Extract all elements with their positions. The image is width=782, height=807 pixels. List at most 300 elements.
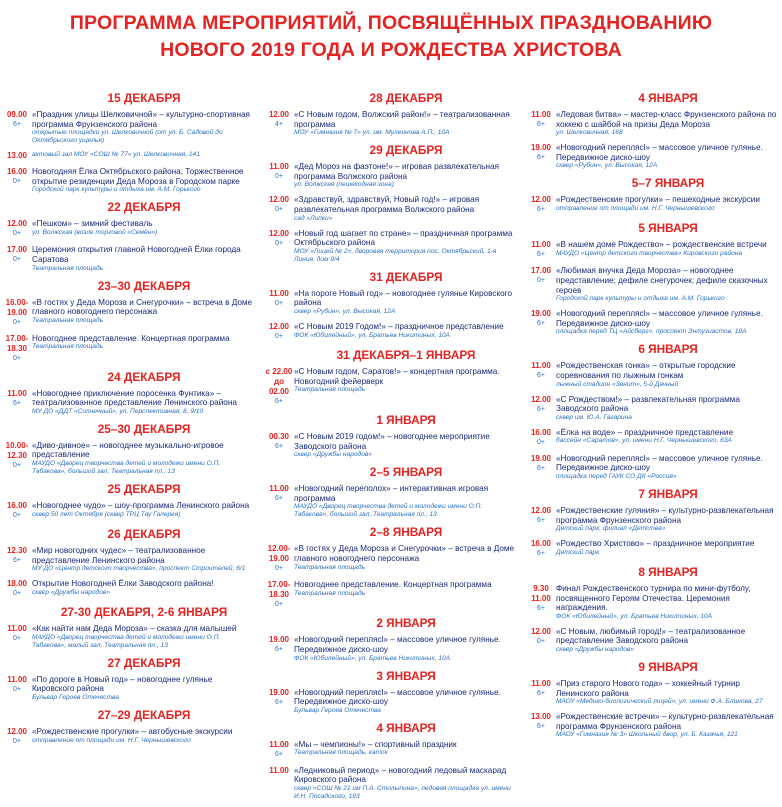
event-time-block: [264, 110, 294, 137]
event-venue: отправление от площади им. Н.Г. Чернышевского: [32, 736, 191, 744]
schedule-column-3: [526, 91, 780, 745]
day-heading: 4 ЯНВАРЯ: [638, 91, 698, 105]
event-name: Новогоднее представление. Концертная программа: [294, 580, 492, 590]
event-time-block: [2, 219, 32, 239]
event-time-block: [526, 361, 556, 388]
event-item: [264, 688, 518, 715]
event-venue: ФОК «Юбилейный», ул. Братьев Никитиных, 10А: [294, 654, 451, 662]
age-rating: 0+: [13, 635, 21, 643]
event-venue: МАУДО «Дворец творчества детей и молодежи имени О.П. Табакова», большой зал, Театральная пл., 13: [32, 459, 221, 475]
event-time: 19.00: [530, 309, 552, 319]
event-time-block: [264, 688, 294, 715]
event-body: [294, 740, 518, 760]
event-item: [2, 441, 256, 476]
event-time: 12.00: [268, 195, 290, 205]
event-time: 12.00: [530, 505, 552, 515]
event-time-block: [526, 266, 556, 303]
event-time: 11.00: [531, 594, 551, 604]
event-time: 11.00: [269, 162, 289, 172]
day-heading: 24 ДЕКАБРЯ: [107, 369, 181, 384]
age-rating: 0+: [537, 438, 545, 446]
event-name: «Рождество Христово» – праздничное мероприятие: [556, 539, 755, 549]
day-heading: 22 ДЕКАБРЯ: [107, 200, 181, 215]
event-body: [32, 579, 256, 599]
event-body: [294, 544, 518, 574]
event-name: «В гостях у Деда Мороза и Снегурочки» – встреча в Доме главного новогоднего персонажа: [32, 297, 253, 317]
event-item: [526, 110, 780, 137]
event-time-block: [2, 675, 32, 702]
event-time-block: [264, 367, 294, 407]
event-body: [294, 432, 518, 459]
event-item: [2, 151, 256, 161]
event-time: 11.00: [531, 679, 551, 689]
event-name: «Новогодний переполох» – интерактивная игровая программа: [294, 484, 489, 503]
event-body: [294, 195, 518, 222]
event-time: 19.00: [268, 687, 290, 697]
event-item: [264, 110, 518, 137]
event-venue: ул. Волжская (возле торговой «Семён»): [32, 228, 158, 236]
event-time: 11.00: [7, 388, 27, 398]
event-body: [556, 679, 780, 706]
day-heading: 4 ЯНВАРЯ: [376, 720, 436, 735]
event-venue: ул. Волжская (пешеходная зона): [294, 181, 394, 189]
event-venue: МОУ «Лицей № 2», дворовая территория пос. Октябрьский, 1-я Линия, дом 9/4: [294, 247, 497, 263]
day-heading: 31 ДЕКАБРЯ–1 ЯНВАРЯ: [336, 347, 476, 362]
event-time-block: [526, 539, 556, 559]
event-name: «Ледниковый период» – новогодний ледовый маскарад Кировского района: [294, 765, 507, 785]
day-section: [526, 565, 780, 654]
event-venue: Бульвар Героев Отечества: [32, 693, 119, 701]
age-rating: 6+: [537, 723, 545, 731]
day-section: [526, 660, 780, 739]
age-rating: 6+: [537, 516, 545, 524]
event-time-block: [2, 727, 32, 747]
day-heading: 23–30 ДЕКАБРЯ: [97, 278, 191, 293]
event-time: 12.00: [268, 228, 290, 238]
event-time: 18.00: [6, 579, 28, 589]
event-venue: Городской парк культуры и отдыха им. А.М. Горького: [556, 295, 725, 303]
age-rating: 6+: [537, 320, 545, 328]
title-line-2: НОВОГО 2019 ГОДА И РОЖДЕСТВА ХРИСТОВА: [160, 39, 622, 61]
day-section: [2, 279, 256, 364]
event-time-block: [264, 162, 294, 189]
event-name: «По дороге в Новый год» – новогоднее гулянье Кировского района: [32, 674, 213, 694]
event-item: [526, 395, 780, 422]
event-item: [2, 334, 256, 364]
event-item: [264, 229, 518, 264]
event-time: 17.00: [6, 245, 28, 255]
event-venue: бассейн «Саратов», ул. имени Н.Г. Чернышевского, 63А: [556, 437, 732, 445]
event-body: [294, 635, 518, 662]
event-time: 12.00: [6, 726, 28, 736]
day-section: [264, 413, 518, 459]
event-body: [32, 389, 256, 416]
event-name: «Дед Мороз на фаэтоне!» – игровая развлекательная программа Волжского района: [294, 162, 499, 181]
event-time-block: [264, 766, 294, 801]
event-venue: Театральная площадь: [32, 264, 104, 272]
event-name: «Приз старого Нового года» – хоккейный турнир Ленинского района: [556, 679, 740, 698]
age-rating: 6+: [537, 550, 545, 558]
event-time-block: [264, 635, 294, 662]
day-section: [264, 91, 518, 137]
event-time: 11.00: [531, 110, 551, 119]
event-body: [32, 501, 256, 521]
event-time: с 22.00: [265, 366, 293, 376]
event-body: [32, 334, 256, 364]
event-name: «С Новым годом, Волжский район!» – театрализованная программа: [294, 110, 510, 129]
event-venue: ФОК «Юбилейный», ул. Братьев Никитиных, 10А: [294, 331, 451, 339]
event-name: «С Новым, любимый город!» – театрализованное представление Заводского района: [556, 626, 746, 646]
age-rating: 4+: [275, 121, 283, 128]
event-time: 12.00-: [267, 544, 291, 554]
event-venue: Театральная площадь: [32, 343, 104, 351]
event-name: «Диво-дивное» – новогоднее музыкально-игровое представление: [32, 440, 224, 460]
age-rating: 6+: [537, 464, 545, 472]
event-venue: Театральная площадь: [294, 589, 366, 597]
event-venue: Детский парк, филиал «Детства»: [556, 525, 666, 533]
event-time-block: [526, 110, 556, 137]
event-body: [32, 151, 256, 161]
event-item: [2, 624, 256, 650]
event-time-block: [2, 298, 32, 328]
event-venue: сквер «СОШ № 21 им П.А. Столыпина», ледовая площадка ул. имени И.Н. Посадского, 193: [294, 784, 511, 800]
event-name: «Рождественская гонка» – открытые городские соревнования по лыжным гонкам: [556, 361, 736, 380]
event-venue: лыжный стадион «Зенит», 5-й Дачный: [556, 380, 679, 388]
event-name: Новогоднее представление. Концертная программа: [32, 333, 230, 343]
event-name: Финал Рождественского турнира по мини-футболу, посвященного Героям Отечества. Церемония награждения.: [556, 584, 751, 613]
event-item: [264, 740, 518, 760]
age-rating: 0+: [275, 239, 283, 247]
day-heading: 2–8 ЯНВАРЯ: [369, 525, 443, 540]
event-item: [2, 546, 256, 573]
event-time: 11.00: [269, 739, 289, 749]
day-section: [264, 270, 518, 342]
event-time: 19.00: [530, 453, 552, 463]
event-time-block: [526, 627, 556, 654]
day-heading: 5 ЯНВАРЯ: [638, 221, 698, 236]
event-body: [294, 289, 518, 316]
event-time-block: [526, 584, 556, 621]
event-time-block: [264, 195, 294, 222]
event-name: «Здравствуй, здравствуй, Новый год!» – игровая развлекательная программа Волжского района: [294, 195, 480, 214]
event-time-block: [526, 454, 556, 481]
day-section: [264, 143, 518, 264]
event-body: [556, 712, 780, 739]
event-item: [264, 432, 518, 459]
age-rating: 6+: [275, 750, 283, 758]
day-section: [264, 616, 518, 662]
event-item: [526, 506, 780, 533]
event-time: до 02.00: [268, 376, 290, 396]
age-rating: 0+: [13, 461, 21, 469]
event-item: [2, 579, 256, 599]
event-time-block: [2, 389, 32, 416]
day-heading: 27 ДЕКАБРЯ: [107, 655, 181, 670]
day-section: [526, 342, 780, 481]
event-body: [32, 219, 256, 239]
event-time: 16.00: [530, 427, 552, 437]
day-heading: 8 ЯНВАРЯ: [638, 565, 698, 580]
event-body: [556, 195, 780, 215]
event-body: [556, 266, 780, 303]
event-item: [264, 544, 518, 574]
day-heading: 7 ЯНВАРЯ: [638, 486, 698, 501]
age-rating: 0+: [537, 637, 545, 645]
event-name: «Ёлка на воде» – праздничное представление: [556, 427, 734, 437]
event-time: 12.00: [530, 394, 552, 404]
event-item: [264, 635, 518, 662]
event-time-block: [264, 740, 294, 760]
age-rating: 6+: [537, 121, 545, 128]
event-item: [2, 727, 256, 747]
day-section: [2, 527, 256, 599]
day-heading: 27-30 ДЕКАБРЯ, 2-6 ЯНВАРЯ: [60, 605, 228, 620]
age-rating: 0+: [13, 354, 21, 362]
event-time: 17.00-: [5, 333, 29, 343]
event-item: [2, 167, 256, 194]
event-time: 9.30: [533, 584, 549, 594]
event-venue: Театральная площадь: [294, 563, 366, 571]
event-time: 10.00-: [5, 440, 29, 450]
event-venue: сквер 50 лет Октября (сквер ТРЦ Тау Галерея): [32, 510, 181, 518]
event-name: «С Рождеством!» – развлекательная программа Заводского района: [556, 394, 740, 414]
event-venue: сквер «Рубин», ул. Высокая, 12А: [294, 307, 396, 315]
event-body: [556, 428, 780, 448]
event-name: «С Новым годом, Саратов!» – концертная программа. Новогодний фейерверк: [294, 366, 500, 386]
event-time: 17.00-: [267, 580, 291, 590]
age-rating: 0+: [275, 206, 283, 214]
event-name: «На пороге Новый год» – новогоднее гулянье Кировского района: [294, 288, 513, 308]
event-body: [556, 539, 780, 559]
event-name: «С Новым 2019 годом!» – новогоднее мероприятие Заводского района: [294, 431, 490, 451]
event-body: [294, 484, 518, 519]
day-section: [2, 370, 256, 416]
event-venue: Бульвар Героев Отечества: [294, 706, 381, 714]
event-time: 16.00: [6, 167, 28, 177]
age-rating: 6+: [537, 605, 545, 613]
event-time: 19.00: [530, 143, 552, 153]
event-name: «Праздник улицы Шелковичной» – культурно-спортивная программа Фрунзенского района: [32, 110, 250, 129]
event-time: 12.00: [530, 626, 552, 636]
event-name: «Новогодний переплясl» – массовое уличное гулянье. Передвижное диско-шоу: [294, 635, 501, 654]
day-heading: 15 ДЕКАБРЯ: [107, 91, 181, 105]
event-time-block: [526, 143, 556, 170]
event-item: [526, 195, 780, 215]
event-time: 19.00: [268, 554, 290, 564]
event-name: «Новогодний переплясl» – массовое уличное гулянье. Передвижное диско-шоу: [556, 143, 763, 162]
event-item: [2, 389, 256, 416]
event-time: 19.00: [6, 307, 28, 317]
event-item: [526, 240, 780, 260]
event-item: [526, 309, 780, 336]
event-name: «Пешком» – зимний фестиваль: [32, 219, 153, 229]
event-time-block: [2, 546, 32, 573]
event-venue: сквер «Рубин», ул. Высокая, 12А: [556, 162, 658, 170]
event-name: «Рождественские гуляния» – культурно-развлекательная программа Фрунзенского района: [556, 505, 774, 525]
event-body: [32, 245, 256, 272]
event-item: [264, 289, 518, 316]
event-time-block: [2, 245, 32, 272]
age-rating: 0+: [13, 178, 21, 186]
event-name: «Новогодний переплясl» – массовое уличное гулянье. Передвижное диско-шоу: [556, 453, 763, 473]
event-time-block: [2, 579, 32, 599]
age-rating: 6+: [13, 556, 21, 564]
event-item: [264, 322, 518, 342]
event-time-block: [2, 501, 32, 521]
event-venue: МУ ДО «ДДТ «Солнечный», ул. Перспективная, 8, 9/10: [32, 407, 204, 415]
age-rating: 6+: [537, 405, 545, 413]
schedule-column-1: [2, 91, 256, 753]
event-time-block: [526, 506, 556, 533]
age-rating: 0+: [537, 277, 545, 285]
event-time: 16.00: [530, 539, 552, 549]
event-name: «Ледовая битва» – мастер-класс Фрунзенского района по хоккею с шайбой на призы Деда Мороза: [556, 110, 777, 129]
event-venue: Театральная площадь: [294, 386, 366, 394]
event-name: «В нашем доме Рождество» – рождественские встречи: [556, 240, 767, 250]
event-body: [32, 110, 256, 145]
age-rating: 6+: [275, 495, 283, 503]
event-time: 12.00: [530, 195, 552, 205]
event-time: 13.00: [6, 151, 28, 161]
event-item: [526, 712, 780, 739]
age-rating: 0+: [13, 230, 21, 238]
age-rating: 0+: [13, 511, 21, 519]
event-item: [264, 580, 518, 610]
schedule-column-2: [264, 91, 518, 807]
event-name: «Рождественские встречи» – культурно-развлекательная программа Фрунзенского района: [556, 712, 774, 731]
age-rating: 0+: [275, 601, 283, 609]
event-body: [32, 624, 256, 650]
event-time: 09.00: [6, 110, 28, 119]
event-time-block: [526, 309, 556, 336]
event-item: [2, 501, 256, 521]
event-time: 17.00: [530, 266, 552, 276]
event-time-block: [264, 484, 294, 519]
event-body: [32, 167, 256, 194]
event-name: «Мы – чемпионы!» – спортивный праздник: [294, 739, 457, 749]
event-body: [556, 143, 780, 170]
event-body: [556, 361, 780, 388]
event-name: «Новогоднее приключение поросенка Фунтика» – театрализованное представление Ленинского района: [32, 388, 237, 408]
event-item: [2, 675, 256, 702]
day-heading: 9 ЯНВАРЯ: [638, 660, 698, 675]
age-rating: 6+: [275, 698, 283, 706]
event-venue: Городской парк культуры и отдыха им. А.М. Горького: [32, 186, 201, 194]
event-body: [556, 110, 780, 137]
event-name: «С Новым 2019 Годом!» – праздничное представление: [294, 321, 504, 331]
day-heading: 6 ЯНВАРЯ: [638, 342, 698, 357]
event-time: 11.00: [531, 240, 551, 250]
event-body: [556, 240, 780, 260]
age-rating: 0+: [13, 318, 21, 326]
age-rating: 0+: [275, 173, 283, 181]
event-item: [264, 484, 518, 519]
event-time: 13.00: [530, 712, 552, 722]
day-heading: 3 ЯНВАРЯ: [376, 668, 436, 683]
day-section: [526, 487, 780, 559]
event-item: [264, 195, 518, 222]
event-item: [526, 627, 780, 654]
event-body: [32, 441, 256, 476]
day-heading: 27–29 ДЕКАБРЯ: [97, 707, 191, 722]
age-rating: 6+: [537, 206, 545, 214]
event-venue: актовый зал МОУ «СОШ № 77» ул. Шелковичная, 141: [32, 151, 200, 159]
event-venue: Театральная площадь: [32, 316, 104, 324]
event-venue: сквер «Дружбы народов»: [294, 451, 372, 459]
event-time: 11.00: [269, 765, 289, 775]
title-line-1: ПРОГРАММА МЕРОПРИЯТИЙ, ПОСВЯЩЁННЫХ ПРАЗДНОВАНИЮ: [69, 12, 713, 34]
event-name: «Новогодний переплясl» – массовое уличное гулянье. Передвижное диско-шоу: [556, 309, 763, 328]
event-time: 19.00: [268, 635, 290, 645]
event-time-block: [264, 289, 294, 316]
age-rating: 0+: [13, 685, 21, 693]
day-heading: 28 ДЕКАБРЯ: [369, 91, 443, 105]
event-name: Открытие Новогодней Ёлки Заводского района!: [32, 579, 214, 589]
event-body: [294, 229, 518, 264]
event-name: «Любимая внучка Деда Мороза» – новогоднее представление; дефиле снегурочек; дефиле сказочных героев: [556, 266, 768, 295]
day-heading: 2–5 ЯНВАРЯ: [369, 465, 443, 480]
day-heading: 25–30 ДЕКАБРЯ: [97, 421, 191, 436]
event-time-block: [526, 679, 556, 706]
day-section: [264, 465, 518, 519]
age-rating: 0+: [13, 737, 21, 745]
event-item: [526, 428, 780, 448]
event-name: Новогодняя Ёлка Октябрьского района; Торжественное открытие резиденции Деда Мороза в Городском парке: [32, 167, 244, 186]
event-body: [294, 162, 518, 189]
event-time: 12.30: [6, 545, 28, 555]
age-rating: 0+: [275, 565, 283, 573]
day-section: [2, 605, 256, 650]
event-item: [264, 162, 518, 189]
event-time-block: [264, 432, 294, 459]
day-heading: 5–7 ЯНВАРЯ: [631, 176, 705, 191]
event-time: 16.00-: [5, 297, 29, 307]
day-section: [526, 176, 780, 215]
event-item: [2, 110, 256, 145]
day-section: [264, 525, 518, 610]
event-body: [294, 110, 518, 137]
day-section: [2, 422, 256, 476]
event-time: 18.30: [6, 343, 28, 353]
event-item: [526, 539, 780, 559]
event-name: «Новый год шагает по стране» – праздничная программа Октябрьского района: [294, 228, 513, 248]
event-time: 16.00: [6, 500, 28, 510]
event-body: [294, 580, 518, 610]
event-time-block: [2, 167, 32, 194]
event-time: 18.30: [268, 590, 290, 600]
event-time-block: [526, 712, 556, 739]
event-venue: Театральная площадь, каток: [294, 749, 388, 757]
event-time: 11.00: [269, 288, 289, 298]
event-body: [32, 546, 256, 573]
event-time: 11.00: [269, 484, 289, 494]
event-item: [526, 361, 780, 388]
event-item: [526, 584, 780, 621]
event-name: «Рождественские прогулки» – пешеходные экскурсии: [556, 195, 760, 205]
event-name: «Мир новогодних чудес» – театрализованное представление Ленинского района: [32, 545, 206, 565]
event-time-block: [2, 441, 32, 476]
age-rating: 6+: [537, 690, 545, 698]
age-rating: 6+: [275, 442, 283, 450]
age-rating: 6+: [13, 121, 21, 128]
event-venue: открытые площадки ул. Шелковичной (от ул. Б. Садовой до Октябрьского ущелья): [32, 129, 223, 145]
event-venue: сад «Липки»: [294, 214, 333, 222]
event-time: 12.00: [268, 110, 290, 119]
event-item: [526, 679, 780, 706]
event-body: [294, 367, 518, 407]
event-body: [294, 766, 518, 801]
event-name: «В гостях у Деда Мороза и Снегурочки» – встреча в Доме главного новогоднего персонажа: [294, 544, 515, 563]
